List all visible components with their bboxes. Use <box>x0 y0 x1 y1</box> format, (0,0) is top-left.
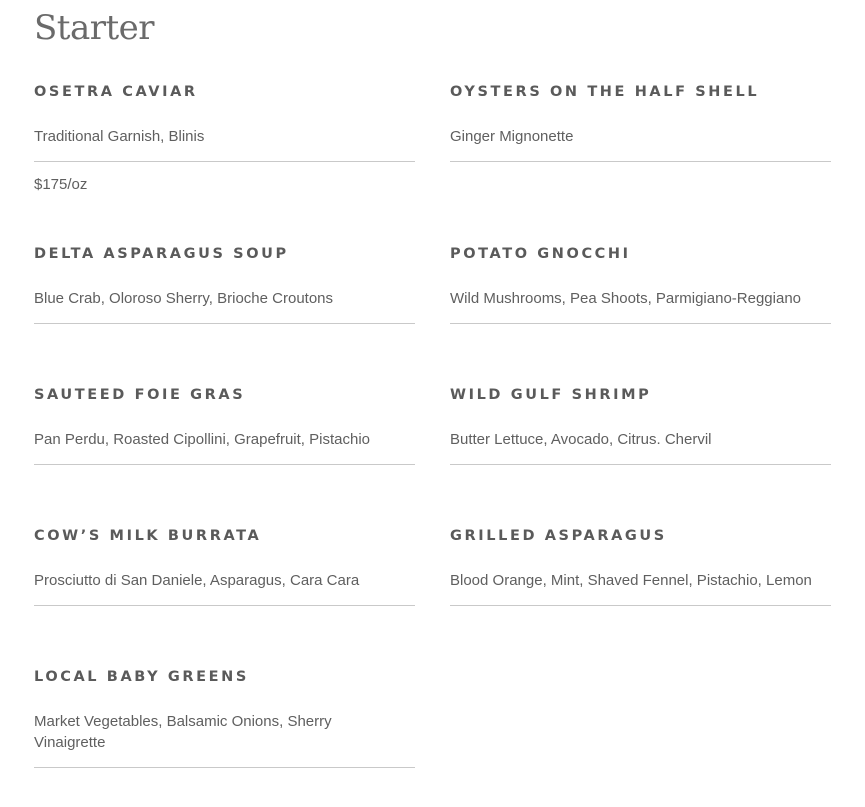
item-name: LOCAL BABY GREENS <box>34 669 249 685</box>
item-divider <box>450 161 831 162</box>
item-divider <box>450 323 831 324</box>
item-divider <box>34 464 415 465</box>
item-description: Blue Crab, Oloroso Sherry, Brioche Croutons <box>34 290 334 307</box>
item-name: GRILLED ASPARAGUS <box>450 528 667 544</box>
item-description: Pan Perdu, Roasted Cipollini, Grapefruit, Pistachio <box>34 431 371 448</box>
menu-item-cows-milk-burrata <box>34 526 415 616</box>
item-name: DELTA ASPARAGUS SOUP <box>34 246 289 262</box>
item-name: POTATO GNOCCHI <box>450 246 631 262</box>
menu-item-osetra-caviar <box>34 82 415 202</box>
item-description: Prosciutto di San Daniele, Asparagus, Cara Cara <box>34 572 360 589</box>
menu-item-oysters <box>450 82 831 172</box>
item-divider <box>34 323 415 324</box>
item-description: Traditional Garnish, Blinis <box>34 128 205 145</box>
item-price: $175/oz <box>34 176 88 193</box>
item-divider <box>450 605 831 606</box>
item-divider <box>450 464 831 465</box>
menu-item-local-baby-greens <box>34 667 415 777</box>
item-description: Blood Orange, Mint, Shaved Fennel, Pistachio, Lemon <box>450 572 812 589</box>
item-description: Butter Lettuce, Avocado, Citrus. Chervil <box>450 431 712 448</box>
item-description: Wild Mushrooms, Pea Shoots, Parmigiano-Reggiano <box>450 290 801 307</box>
menu-item-potato-gnocchi <box>450 244 831 334</box>
item-description: Ginger Mignonette <box>450 128 574 145</box>
section-title: Starter <box>34 8 155 48</box>
item-description: Market Vegetables, Balsamic Onions, Sherry Vinaigrette <box>34 713 332 751</box>
item-divider <box>34 605 415 606</box>
menu-item-delta-asparagus-soup <box>34 244 415 334</box>
item-name: SAUTEED FOIE GRAS <box>34 387 246 403</box>
item-divider <box>34 161 415 162</box>
menu-item-sauteed-foie-gras <box>34 385 415 475</box>
menu-item-wild-gulf-shrimp <box>450 385 831 475</box>
item-name: OYSTERS ON THE HALF SHELL <box>450 84 760 100</box>
item-name: WILD GULF SHRIMP <box>450 387 652 403</box>
item-name: OSETRA CAVIAR <box>34 84 198 100</box>
item-divider <box>34 767 415 768</box>
item-name: COW’S MILK BURRATA <box>34 528 262 544</box>
menu-item-grilled-asparagus <box>450 526 831 616</box>
